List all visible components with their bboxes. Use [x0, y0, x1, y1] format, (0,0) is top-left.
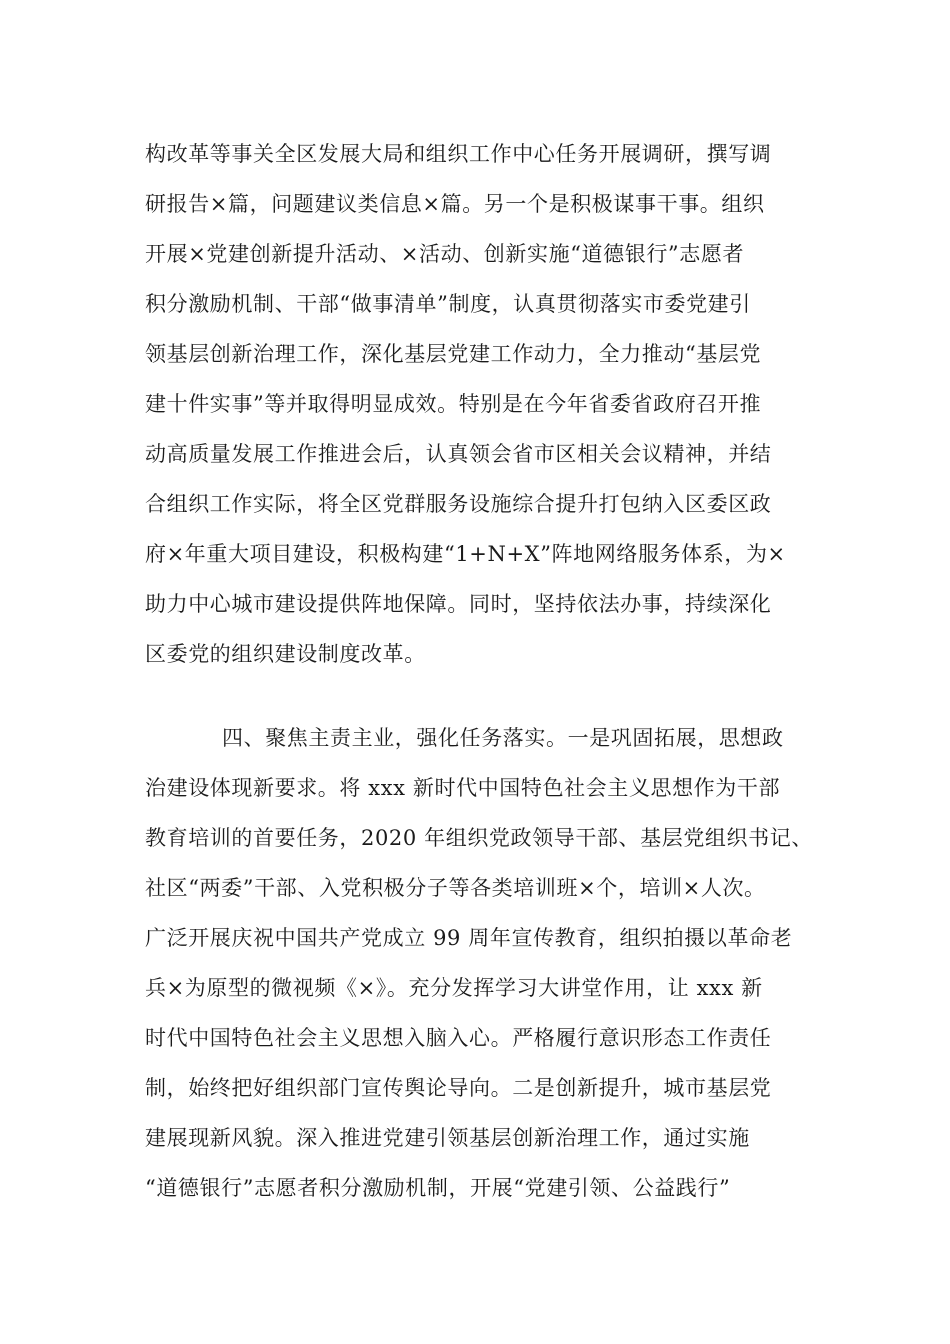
text-line: 领基层创新治理工作，深化基层党建工作动力，全力推动“基层党 — [145, 342, 762, 366]
text-line: 构改革等事关全区发展大局和组织工作中心任务开展调研，撰写调 — [145, 142, 772, 166]
text-line: 助力中心城市建设提供阵地保障。同时，坚持依法办事，持续深化 — [145, 592, 772, 616]
text-line: 积分激励机制、干部“做事清单”制度，认真贯彻落实市委党建引 — [145, 292, 751, 316]
text-line: 广泛开展庆祝中国共产党成立 99 周年宣传教育，组织拍摄以革命老 — [145, 926, 793, 950]
text-line: 动高质量发展工作推进会后，认真领会省市区相关会议精神，并结 — [145, 442, 772, 466]
text-line: 教育培训的首要任务，2020 年组织党政领导干部、基层党组织书记、 — [145, 826, 813, 850]
text-line: 区委党的组织建设制度改革。 — [145, 642, 426, 666]
text-line: 建展现新风貌。深入推进党建引领基层创新治理工作，通过实施 — [145, 1126, 750, 1150]
text-line: 研报告×篇，问题建议类信息×篇。另一个是积极谋事干事。组织 — [145, 192, 765, 216]
text-line: 社区“两委”干部、入党积极分子等各类培训班×个，培训×人次。 — [145, 876, 766, 900]
text-line: 开展×党建创新提升活动、×活动、创新实施“道德银行”志愿者 — [145, 242, 745, 266]
text-line: 府×年重大项目建设，积极构建“1+N+X”阵地网络服务体系，为× — [145, 542, 786, 566]
text-line: 治建设体现新要求。将 xxx 新时代中国特色社会主义思想作为干部 — [145, 776, 781, 800]
text-line: 四、聚焦主责主业，强化任务落实。一是巩固拓展，思想政 — [222, 726, 784, 750]
text-line: 兵×为原型的微视频《×》。充分发挥学习大讲堂作用，让 xxx 新 — [145, 976, 763, 1000]
text-line: “道德银行”志愿者积分激励机制，开展“党建引领、公益践行” — [145, 1176, 731, 1200]
text-line: 建十件实事”等并取得明显成效。特别是在今年省委省政府召开推 — [145, 392, 762, 416]
text-line: 时代中国特色社会主义思想入脑入心。严格履行意识形态工作责任 — [145, 1026, 772, 1050]
text-line: 制，始终把好组织部门宣传舆论导向。二是创新提升，城市基层党 — [145, 1076, 772, 1100]
text-line: 合组织工作实际，将全区党群服务设施综合提升打包纳入区委区政 — [145, 492, 772, 516]
